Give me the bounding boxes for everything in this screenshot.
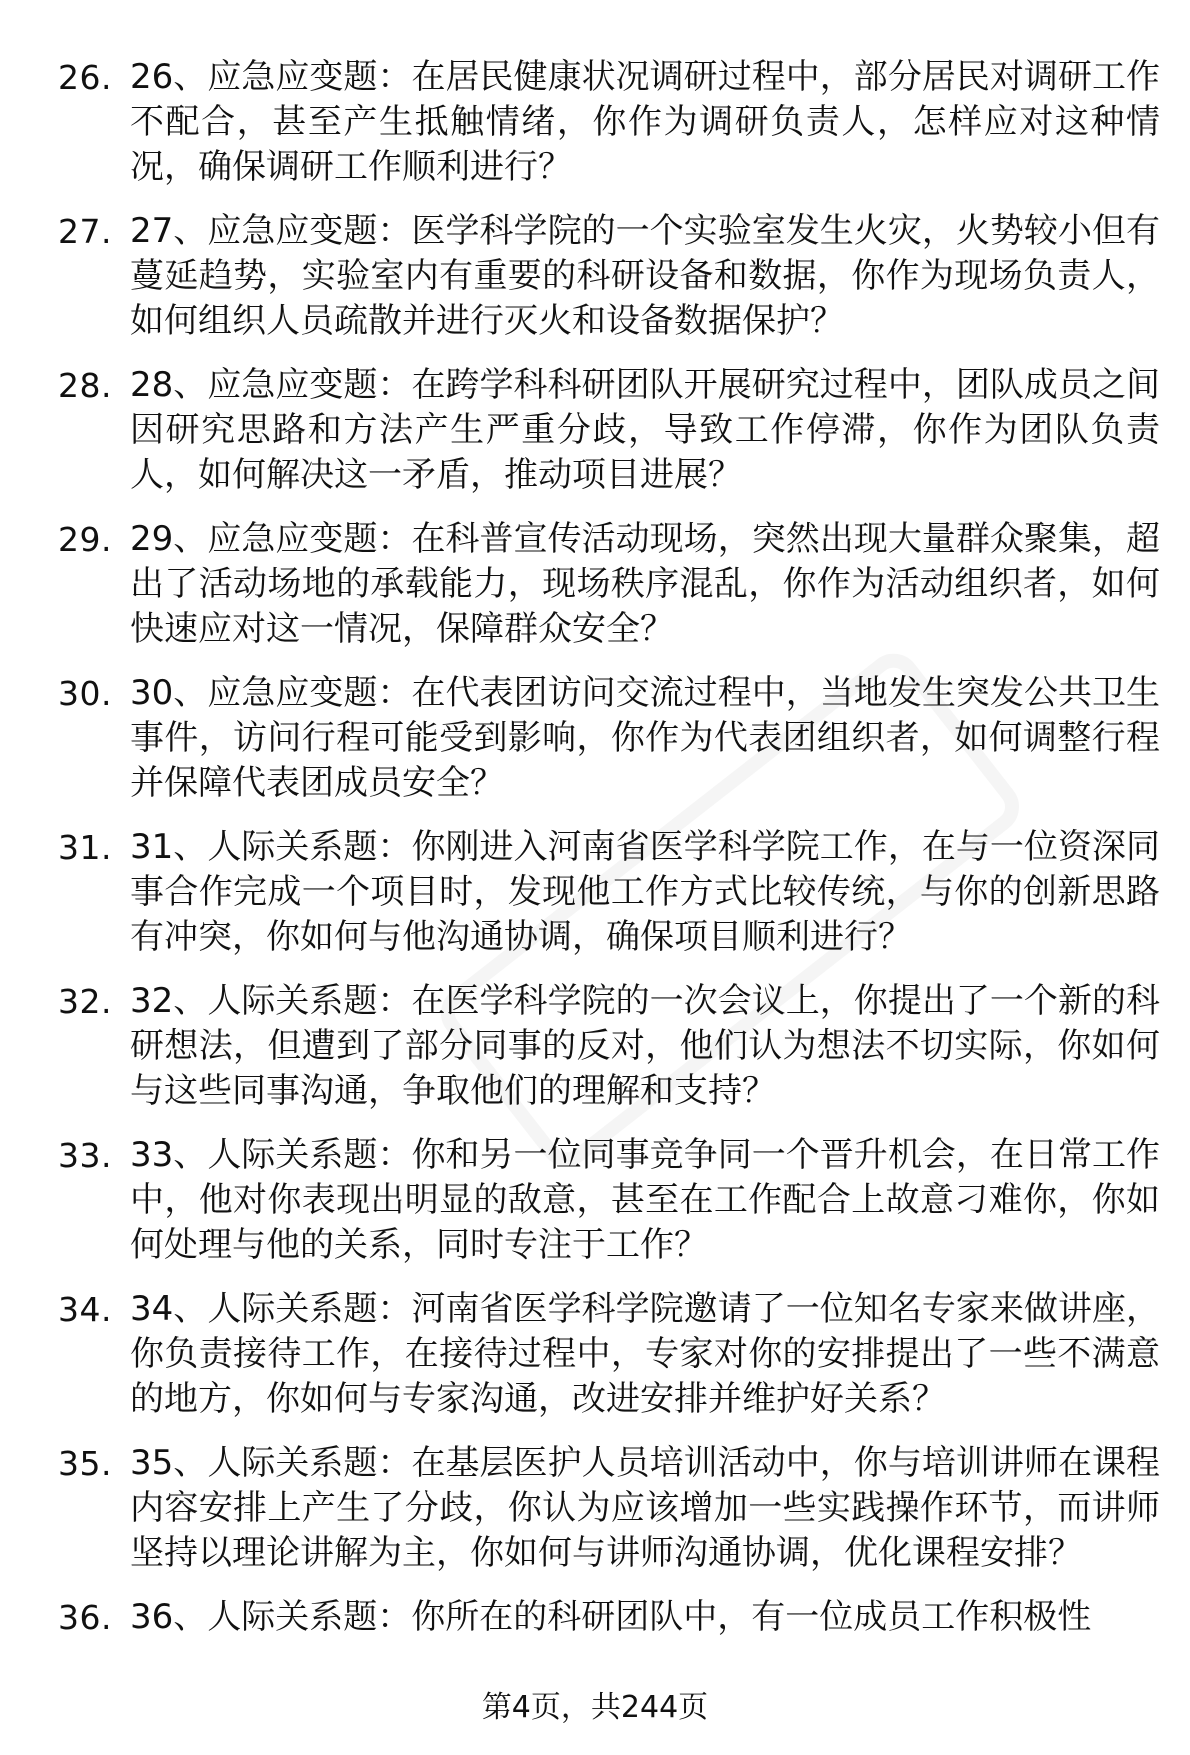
question-item bbox=[58, 979, 1158, 1114]
question-text: 31、人际关系题：你刚进入河南省医学科学院工作，在与一位资深同事合作完成一个项目时，发现他工作方式比较传统，与你的创新思路有冲突，你如何与他沟通协调，确保项目顺利进行？ bbox=[130, 827, 1160, 957]
question-number: 26. bbox=[58, 58, 112, 97]
question-number: 34. bbox=[58, 1290, 112, 1329]
question-item bbox=[58, 671, 1158, 806]
question-number: 35. bbox=[58, 1444, 112, 1483]
question-item bbox=[58, 55, 1158, 190]
question-text: 34、人际关系题：河南省医学科学院邀请了一位知名专家来做讲座，你负责接待工作，在接待过程中，专家对你的安排提出了一些不满意的地方，你如何与专家沟通，改进安排并维护好关系？ bbox=[130, 1289, 1160, 1419]
question-item bbox=[58, 825, 1158, 960]
question-text: 33、人际关系题：你和另一位同事竞争同一个晋升机会，在日常工作中，他对你表现出明显的敌意，甚至在工作配合上故意刁难你，你如何处理与他的关系，同时专注于工作？ bbox=[130, 1135, 1160, 1265]
question-list bbox=[58, 55, 1158, 1659]
page-footer: 第4页，共244页 bbox=[481, 1690, 709, 1725]
question-text: 32、人际关系题：在医学科学院的一次会议上，你提出了一个新的科研想法，但遭到了部分同事的反对，他们认为想法不切实际，你如何与这些同事沟通，争取他们的理解和支持？ bbox=[130, 981, 1160, 1111]
question-text: 36、人际关系题：你所在的科研团队中，有一位成员工作积极性 bbox=[130, 1597, 1092, 1637]
question-number: 29. bbox=[58, 520, 112, 559]
question-number: 28. bbox=[58, 366, 112, 405]
question-item bbox=[58, 1595, 1158, 1640]
question-item bbox=[58, 1287, 1158, 1422]
question-item bbox=[58, 1133, 1158, 1268]
question-item bbox=[58, 1441, 1158, 1576]
question-text: 28、应急应变题：在跨学科科研团队开展研究过程中，团队成员之间因研究思路和方法产生严重分歧，导致工作停滞，你作为团队负责人，如何解决这一矛盾，推动项目进展？ bbox=[130, 365, 1160, 495]
question-text: 30、应急应变题：在代表团访问交流过程中，当地发生突发公共卫生事件，访问行程可能受到影响，你作为代表团组织者，如何调整行程并保障代表团成员安全？ bbox=[130, 673, 1160, 803]
question-item bbox=[58, 363, 1158, 498]
question-item bbox=[58, 517, 1158, 652]
question-number: 33. bbox=[58, 1136, 112, 1175]
question-text: 27、应急应变题：医学科学院的一个实验室发生火灾，火势较小但有蔓延趋势，实验室内有重要的科研设备和数据，你作为现场负责人，如何组织人员疏散并进行灭火和设备数据保护？ bbox=[130, 211, 1160, 341]
question-text: 35、人际关系题：在基层医护人员培训活动中，你与培训讲师在课程内容安排上产生了分歧，你认为应该增加一些实践操作环节，而讲师坚持以理论讲解为主，你如何与讲师沟通协调，优化课程安排？ bbox=[130, 1443, 1160, 1573]
question-number: 32. bbox=[58, 982, 112, 1021]
question-number: 31. bbox=[58, 828, 112, 867]
question-item bbox=[58, 209, 1158, 344]
question-number: 27. bbox=[58, 212, 112, 251]
question-text: 29、应急应变题：在科普宣传活动现场，突然出现大量群众聚集，超出了活动场地的承载能力，现场秩序混乱，你作为活动组织者，如何快速应对这一情况，保障群众安全？ bbox=[130, 519, 1160, 649]
question-text: 26、应急应变题：在居民健康状况调研过程中，部分居民对调研工作不配合，甚至产生抵触情绪，你作为调研负责人，怎样应对这种情况，确保调研工作顺利进行？ bbox=[130, 57, 1160, 187]
question-number: 30. bbox=[58, 674, 112, 713]
question-number: 36. bbox=[58, 1598, 112, 1637]
